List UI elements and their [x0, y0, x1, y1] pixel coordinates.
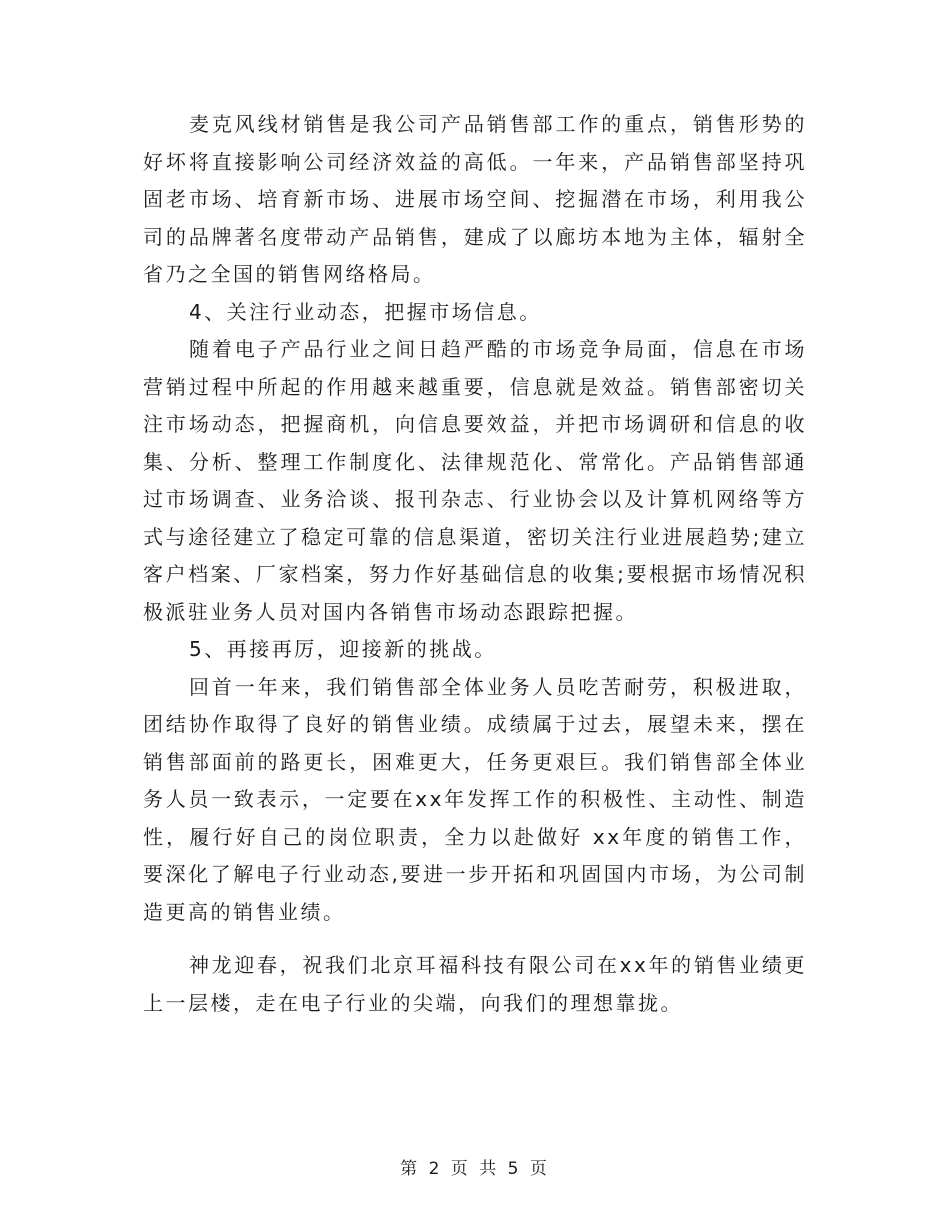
document-body — [143, 106, 807, 1022]
paragraph-closing-wishes: 神龙迎春，祝我们北京耳福科技有限公司在xx年的销售业绩更上一层楼，走在电子行业的尖端，向我们的理想靠拢。 — [143, 953, 807, 1015]
section-heading-4: 4、关注行业动态，把握市场信息。 — [189, 299, 542, 324]
paragraph-marketing-overview: 麦克风线材销售是我公司产品销售部工作的重点，销售形势的好坏将直接影响公司经济效益的高低。一年来，产品销售部坚持巩固老市场、培育新市场、进展市场空间、挖掘潜在市场，利用我公司的品牌著名度带动产品销售，建成了以廊坊本地为主体，辐射全省乃之全国的销售网络格局。 — [143, 112, 807, 286]
section-heading-5: 5、再接再厉，迎接新的挑战。 — [189, 637, 497, 661]
paragraph-market-information: 随着电子产品行业之间日趋严酷的市场竞争局面，信息在市场营销过程中所起的作用越来越重要，信息就是效益。销售部密切关注市场动态，把握商机，向信息要效益，并把市场调研和信息的收集、分析、整理工作制度化、法律规范化、常常化。产品销售部通过市场调查、业务洽谈、报刊杂志、行业协会以及计算机网络等方式与途径建立了稳定可靠的信息渠道，密切关注行业进展趋势;建立客户档案、厂家档案，努力作好基础信息的收集;要根据市场情况积极派驻业务人员对国内各销售市场动态跟踪把握。 — [143, 337, 807, 624]
paragraph-new-challenges: 回首一年来，我们销售部全体业务人员吃苦耐劳，积极进取，团结协作取得了良好的销售业绩。成绩属于过去，展望未来，摆在销售部面前的路更长，困难更大，任务更艰巨。我们销售部全体业务人员一致表示，一定要在xx年发挥工作的积极性、主动性、制造性，履行好自己的岗位职责，全力以赴做好 xx年度的销售工作，要深化了解电子行业动态,要进一步开拓和巩固国内市场，为公司制造更高的销售业绩。 — [143, 674, 807, 924]
page-number-footer: 第 2 页 共 5 页 — [400, 1159, 550, 1179]
